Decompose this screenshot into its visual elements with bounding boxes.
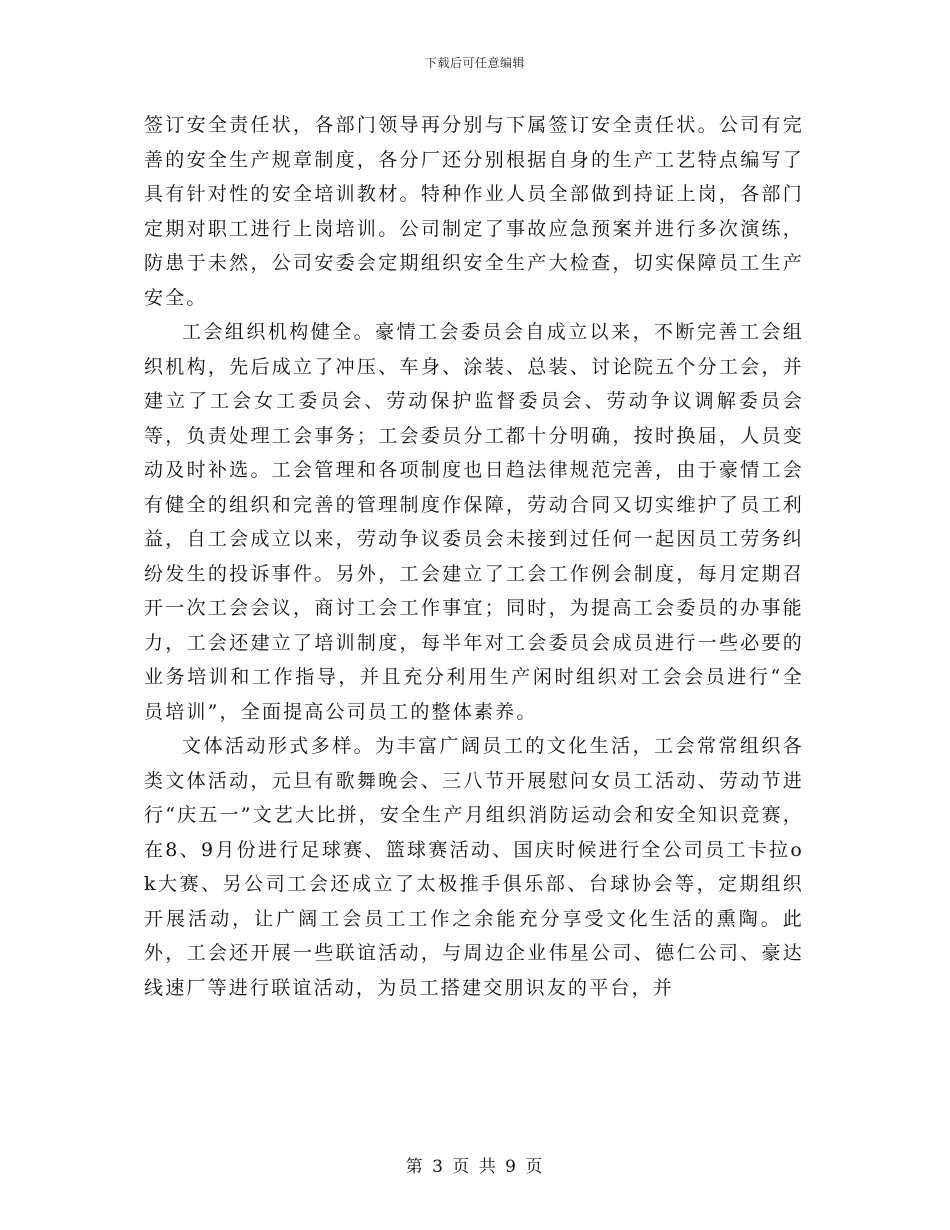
- page-header: 下载后可任意编辑: [424, 56, 525, 70]
- page-footer: 第 3 页 共 9 页: [405, 1157, 545, 1177]
- paragraph-safety-continued: 签订安全责任状，各部门领导再分别与下属签订安全责任状。公司有完善的安全生产规章制度，各分厂还分别根据自身的生产工艺特点编写了具有针对性的安全培训教材。特种作业人员全部做到持证上岗，各部门定期对职工进行上岗培训。公司制定了事故应急预案并进行多次演练，防患于未然，公司安委会定期组织安全生产大检查，切实保障员工生产安全。: [144, 114, 804, 309]
- paragraph-union-organization: 工会组织机构健全。豪情工会委员会自成立以来，不断完善工会组织机构，先后成立了冲压、车身、涂装、总装、讨论院五个分工会，并建立了工会女工委员会、劳动保护监督委员会、劳动争议调解委员会等，负责处理工会事务；工会委员分工都十分明确，按时换届，人员变动及时补选。工会管理和各项制度也日趋法律规范完善，由于豪情工会有健全的组织和完善的管理制度作保障，劳动合同又切实维护了员工利益，自工会成立以来，劳动争议委员会未接到过任何一起因员工劳务纠纷发生的投诉事件。另外，工会建立了工会工作例会制度，每月定期召开一次工会会议，商讨工会工作事宜；同时，为提高工会委员的办事能力，工会还建立了培训制度，每半年对工会委员会成员进行一些必要的业务培训和工作指导，并且充分利用生产闲时组织对工会会员进行“全员培训”，全面提高公司员工的整体素养。: [144, 321, 804, 723]
- paragraph-cultural-activities: 文体活动形式多样。为丰富广阔员工的文化生活，工会常常组织各类文体活动，元旦有歌舞晚会、三八节开展慰问女员工活动、劳动节进行“庆五一”文艺大比拼，安全生产月组织消防运动会和安全知识竞赛，在8、9月份进行足球赛、篮球赛活动、国庆时候进行全公司员工卡拉ok大赛、另公司工会还成立了太极推手俱乐部、台球协会等，定期组织开展活动，让广阔工会员工工作之余能充分享受文化生活的熏陶。此外，工会还开展一些联谊活动，与周边企业伟星公司、德仁公司、豪达线速厂等进行联谊活动，为员工搭建交朋识友的平台，并: [144, 735, 804, 999]
- document-body: [144, 108, 804, 1005]
